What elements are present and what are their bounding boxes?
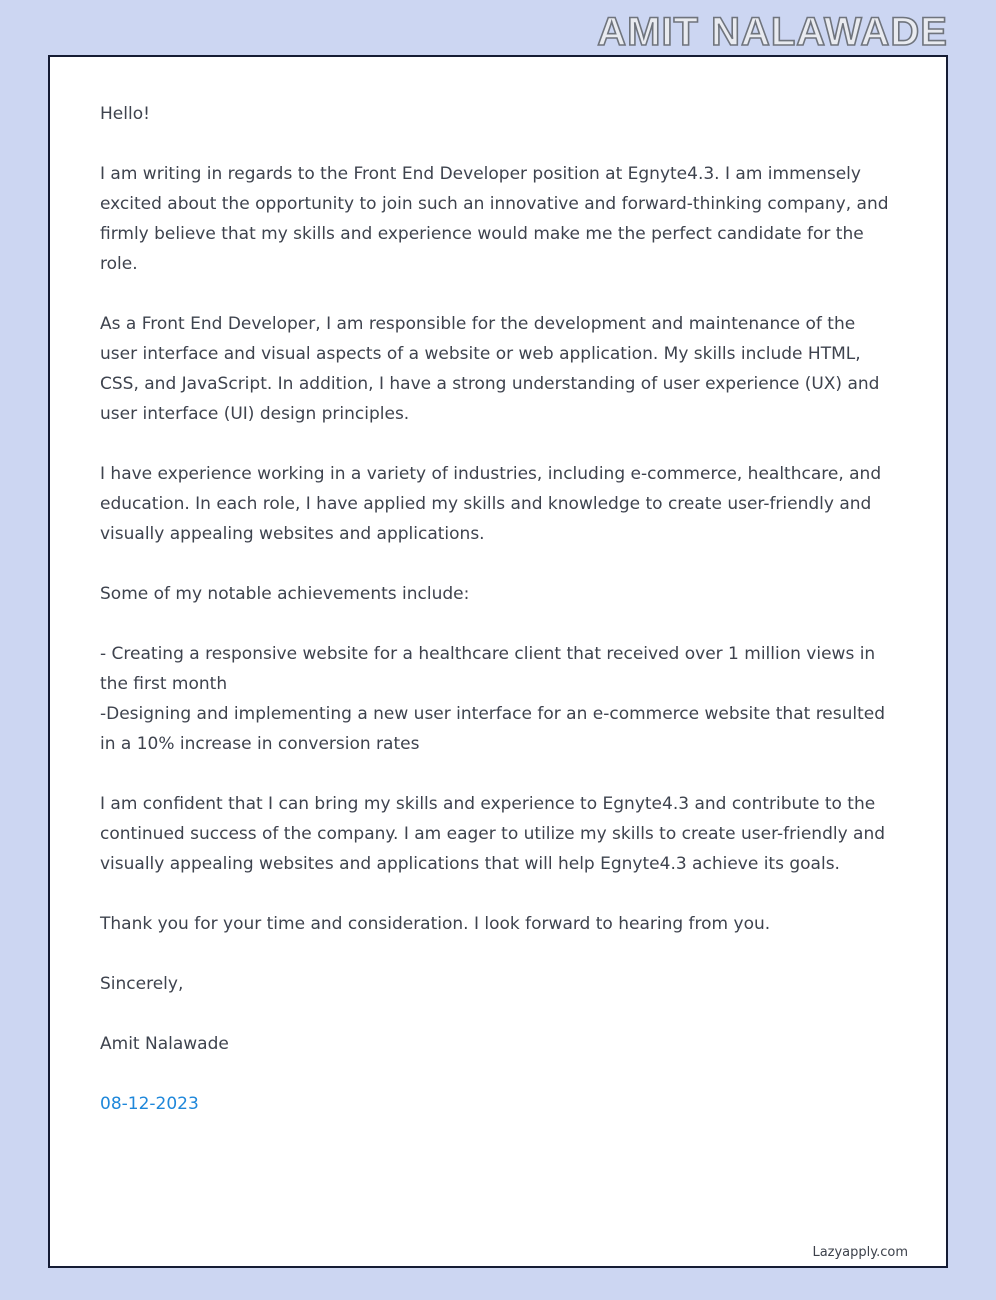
letter-header [597, 12, 948, 57]
paragraph-experience: I have experience working in a variety of industries, including e-commerce, healthcare, and education. In each role, I have applied my skills and knowledge to create user-friendly and visually appealing websites and applications. [100, 464, 882, 544]
greeting: Hello! [100, 104, 150, 124]
achievements-intro: Some of my notable achievements include: [100, 584, 470, 604]
achievement-item: -Designing and implementing a new user interface for an e-commerce website that resulted in a 10% increase in conversion rates [100, 704, 886, 754]
footer-brand: Lazyapply.com [812, 1245, 908, 1260]
signature-name: Amit Nalawade [100, 1034, 229, 1054]
paragraph-thanks: Thank you for your time and consideration. I look forward to hearing from you. [100, 914, 771, 934]
applicant-name-heading: AMIT NALAWADE [597, 12, 948, 57]
achievement-item: - Creating a responsive website for a healthcare client that received over 1 million views in the first month [100, 644, 876, 694]
letter-body [50, 57, 946, 1119]
paragraph-intro: I am writing in regards to the Front End Developer position at Egnyte4.3. I am immensely excited about the opportunity to join such an innovative and forward-thinking company, and firmly believe that my skills and experience would make me the perfect candidate for the role. [100, 164, 889, 274]
date-link[interactable]: 08-12-2023 [100, 1094, 199, 1114]
signoff: Sincerely, [100, 974, 184, 994]
letter-page [48, 55, 948, 1268]
achievements-list [100, 639, 894, 759]
paragraph-confidence: I am confident that I can bring my skills and experience to Egnyte4.3 and contribute to the continued success of the company. I am eager to utilize my skills to create user-friendly and visually appealing websites and applications that will help Egnyte4.3 achieve its goals. [100, 794, 886, 874]
paragraph-role: As a Front End Developer, I am responsible for the development and maintenance of the user interface and visual aspects of a website or web application. My skills include HTML, CSS, and JavaScript. In addition, I have a strong understanding of user experience (UX) and user interface (UI) design principles. [100, 314, 880, 424]
